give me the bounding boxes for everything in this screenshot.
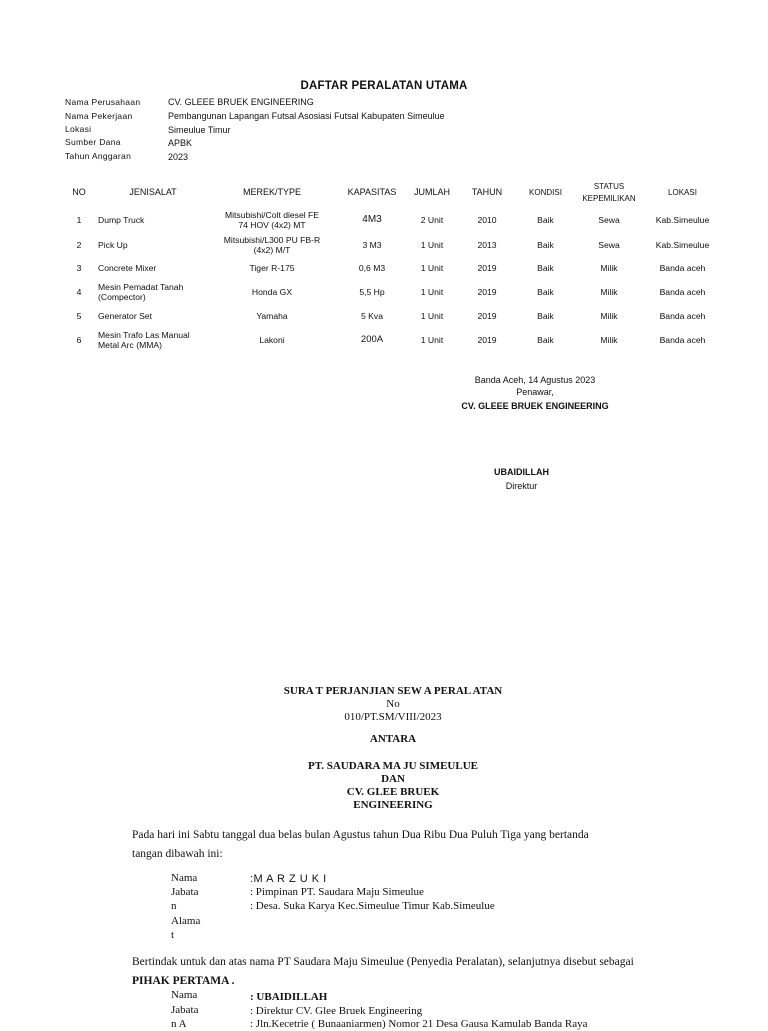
agreement-title: SURA T PERJANJIAN SEW A PERAL ATAN — [283, 685, 503, 697]
header-no: NO — [72, 187, 86, 197]
second-party-address: : Jln.Kecetrie ( Bunaaniarmen) Nomor 21 Desa Gausa Kamulab Banda Raya — [250, 1018, 588, 1030]
cell-equipment-type-line1: Concrete Mixer — [98, 262, 157, 273]
cell-location: Banda aceh — [659, 310, 706, 321]
header-ownership-status — [573, 178, 645, 206]
cell-no: 5 — [76, 310, 82, 321]
cell-year: 2019 — [477, 286, 497, 297]
dan-label: DAN — [381, 773, 405, 785]
acting-line1: Bertindak untuk dan atas nama PT Saudara Maju Simeulue (Penyedia Peralatan), selanjutnya disebut sebagai — [132, 956, 634, 968]
first-party-position: : Pimpinan PT. Saudara Maju Simeulue — [250, 886, 424, 898]
meta-label-project: Nama Pekerjaan — [65, 111, 133, 121]
meta-value-location: Simeulue Timur — [168, 125, 231, 135]
cell-year: 2019 — [477, 334, 497, 345]
cell-year: 2013 — [477, 239, 497, 250]
second-party-label-name: Nama — [171, 989, 198, 1001]
second-party-position: : Direktur CV. Glee Bruek Engineering — [250, 1005, 423, 1017]
party2-name-line2: ENGINEERING — [353, 799, 433, 811]
antara-heading: ANTARA — [369, 733, 417, 745]
table-row — [60, 304, 720, 328]
signature-role: Penawar, — [516, 387, 554, 397]
cell-equipment-type-line2: (Compector) — [98, 292, 146, 302]
cell-equipment-type-line1: Dump Truck — [98, 214, 145, 225]
second-party-label-address: n A — [171, 1018, 187, 1030]
cell-quantity: 1 Unit — [420, 239, 444, 250]
meta-label-company: Nama Perusahaan — [65, 97, 141, 107]
equipment-table — [60, 178, 720, 352]
header-location: LOKASI — [668, 187, 697, 197]
cell-brand-type — [208, 256, 336, 280]
first-party-address: : Desa. Suka Karya Kec.Simeulue Timur Kab.Simeulue — [250, 900, 495, 912]
second-party-label-position: Jabata — [171, 1004, 199, 1016]
cell-quantity: 1 Unit — [420, 310, 444, 321]
cell-brand-line1: Lakoni — [259, 334, 285, 345]
header-brand-type: MEREK/TYPE — [242, 187, 301, 197]
cell-ownership-status: Milik — [600, 334, 618, 345]
cell-equipment-type-line1: Mesin Pemadat Tanah — [98, 281, 184, 292]
cell-location: Banda aceh — [659, 334, 706, 345]
party2-name-line1: CV. GLEE BRUEK — [346, 786, 440, 798]
signature-company: CV. GLEEE BRUEK ENGINEERING — [461, 401, 609, 411]
cell-location: Banda aceh — [659, 262, 706, 273]
cell-equipment-type-line1: Generator Set — [98, 310, 152, 321]
cell-condition: Baik — [537, 286, 554, 297]
cell-brand-line1: Mitsubishi/L300 PU FB-R — [223, 234, 321, 245]
first-party-name: :M A R Z U K I — [250, 873, 327, 885]
cell-year: 2019 — [477, 310, 497, 321]
table-row — [60, 280, 720, 304]
table-header-row — [60, 178, 720, 206]
meta-value-company: CV. GLEEE BRUEK ENGINEERING — [168, 97, 314, 107]
cell-equipment-type — [98, 206, 208, 234]
cell-equipment-type — [98, 234, 208, 256]
signatory-name: UBAIDILLAH — [494, 467, 549, 477]
meta-label-fund-source: Sumber Dana — [65, 137, 121, 147]
header-status-line2: KEPEMILIKAN — [582, 193, 636, 203]
first-party-label-position: Jabata — [171, 886, 199, 898]
first-party-label-address: Alama — [171, 915, 201, 927]
cell-quantity: 2 Unit — [420, 214, 444, 225]
cell-equipment-type — [98, 256, 208, 280]
meta-value-fund-source: APBK — [168, 138, 193, 148]
cell-equipment-type — [98, 304, 208, 328]
first-party-label-address-cont: t — [171, 929, 175, 941]
agreement-no-label: No — [386, 698, 400, 710]
cell-year: 2019 — [477, 262, 497, 273]
table-row — [60, 206, 720, 234]
meta-value-budget-year: 2023 — [168, 152, 189, 162]
cell-equipment-type — [98, 328, 208, 352]
cell-equipment-type-line1: Mesin Trafo Las Manual — [98, 329, 190, 340]
cell-capacity: 0,6 M3 — [358, 262, 386, 273]
header-year: TAHUN — [471, 187, 503, 197]
header-capacity: KAPASITAS — [347, 187, 397, 197]
cell-condition: Baik — [537, 214, 554, 225]
document-title: DAFTAR PERALATAN UTAMA — [300, 80, 468, 92]
cell-brand-line1: Mitsubishi/Colt diesel FE — [224, 209, 320, 220]
intro-line1: Pada hari ini Sabtu tanggal dua belas bulan Agustus tahun Dua Ribu Dua Puluh Tiga yang bertanda — [132, 829, 589, 841]
header-quantity: JUMLAH — [413, 187, 450, 197]
second-party-name: : UBAIDILLAH — [250, 991, 328, 1003]
cell-condition: Baik — [537, 239, 554, 250]
cell-quantity: 1 Unit — [420, 334, 444, 345]
header-condition: KONDISI — [529, 187, 562, 197]
cell-equipment-type-line1: Pick Up — [98, 239, 128, 250]
cell-ownership-status: Milik — [600, 286, 618, 297]
cell-brand-type — [208, 206, 336, 234]
cell-condition: Baik — [537, 262, 554, 273]
signatory-title: Direktur — [505, 481, 538, 491]
cell-location: Kab.Simeulue — [655, 239, 710, 250]
cell-location: Banda aceh — [659, 286, 706, 297]
cell-condition: Baik — [537, 334, 554, 345]
cell-year: 2010 — [477, 214, 497, 225]
cell-quantity: 1 Unit — [420, 262, 444, 273]
cell-location: Kab.Simeulue — [655, 214, 710, 225]
acting-paragraph — [132, 953, 672, 991]
cell-brand-line1: Tiger R-175 — [249, 262, 295, 273]
cell-ownership-status: Sewa — [598, 239, 620, 250]
table-row — [60, 328, 720, 352]
meta-value-project: Pembangunan Lapangan Futsal Asosiasi Futsal Kabupaten Simeulue — [168, 111, 445, 121]
cell-brand-type — [208, 234, 336, 256]
table-row — [60, 234, 720, 256]
party1-name: PT. SAUDARA MA JU SIMEULUE — [307, 760, 478, 772]
cell-quantity: 1 Unit — [420, 286, 444, 297]
cell-ownership-status: Milik — [600, 310, 618, 321]
cell-brand-type — [208, 304, 336, 328]
first-party-label-position-cont: n — [171, 900, 177, 912]
header-equipment-type: JENISALAT — [129, 187, 177, 197]
first-party-label-name: Nama — [171, 872, 198, 884]
cell-capacity: 5 Kva — [361, 310, 383, 321]
cell-capacity: 5,5 Hp — [359, 286, 385, 297]
cell-brand-line2: (4x2) M/T — [253, 245, 291, 255]
cell-brand-type — [208, 328, 336, 352]
cell-no: 3 — [76, 262, 82, 273]
signature-block — [400, 374, 670, 412]
table-row — [60, 256, 720, 280]
cell-brand-line2: 74 HOV (4x2) MT — [238, 220, 306, 230]
cell-capacity: 4M3 — [362, 213, 382, 225]
agreement-number: 010/PT.SM/VIII/2023 — [344, 711, 442, 723]
cell-brand-type — [208, 280, 336, 304]
cell-equipment-type — [98, 280, 208, 304]
cell-brand-line1: Honda GX — [251, 286, 293, 297]
signature-place-date: Banda Aceh, 14 Agustus 2023 — [474, 375, 596, 385]
cell-no: 2 — [76, 239, 82, 250]
cell-ownership-status: Sewa — [598, 214, 620, 225]
acting-line2: PIHAK PERTAMA . — [132, 975, 235, 987]
cell-no: 4 — [76, 286, 82, 297]
cell-capacity: 200A — [360, 333, 384, 345]
cell-no: 1 — [76, 214, 82, 225]
cell-ownership-status: Milik — [600, 262, 618, 273]
meta-label-location: Lokasi — [65, 124, 92, 134]
cell-brand-line1: Yamaha — [256, 310, 288, 321]
cell-equipment-type-line2: Metal Arc (MMA) — [98, 340, 162, 350]
cell-condition: Baik — [537, 310, 554, 321]
cell-no: 6 — [76, 334, 82, 345]
meta-label-budget-year: Tahun Anggaran — [65, 151, 132, 161]
cell-capacity: 3 M3 — [362, 239, 382, 250]
header-status-line1: STATUS — [593, 181, 625, 191]
intro-line2: tangan dibawah ini: — [132, 848, 223, 860]
intro-paragraph — [132, 826, 672, 864]
